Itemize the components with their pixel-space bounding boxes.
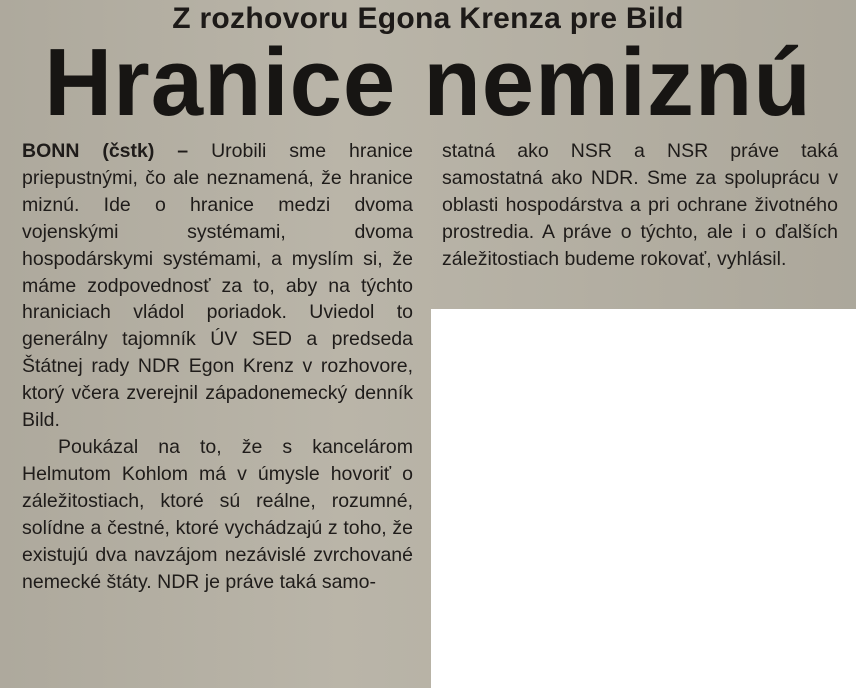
article-subtitle: Z rozhovoru Egona Krenza pre Bild xyxy=(172,2,684,35)
article-column-1 xyxy=(22,138,413,595)
article-paragraph-3: statná ako NSR a NSR práve taká samostatná ako NDR. Sme za spoluprácu v oblasti hospodárstva a pri ochrane životného prostredia. A práve o týchto, ale i o ďalších záležitostiach budeme rokovať, vyhlásil. xyxy=(442,140,838,270)
article-paragraph-2: Poukázal na to, že s kancelárom Helmutom Kohlom má v úmysle hovoriť o záležitostiach, ktoré sú reálne, rozumné, solídne a čestné, ktoré vychádzajú z toho, že existujú dva navzájom nezávislé zvrchované nemecké štáty. NDR je práve taká samo- xyxy=(22,435,413,593)
article-paragraph-1 xyxy=(22,138,413,434)
blank-area xyxy=(431,309,856,688)
article-dateline: BONN (čstk) – xyxy=(22,140,189,162)
article-headline: Hranice nemiznú xyxy=(44,29,812,136)
article-column-2 xyxy=(442,138,838,273)
article-paragraph-1-text: Urobili sme hranice priepustnými, čo ale neznamená, že hranice miznú. Ide o hranice medzi dvoma vojenskými systémami, dvoma hospodárskymi systémami, a myslím si, že máme zodpovednosť za to, aby na týchto hraniciach vládol poriadok. Uviedol to generálny tajomník ÚV SED a predseda Štátnej rady NDR Egon Krenz v rozhovore, ktorý včera zverejnil západonemecký denník Bild. xyxy=(22,140,413,432)
